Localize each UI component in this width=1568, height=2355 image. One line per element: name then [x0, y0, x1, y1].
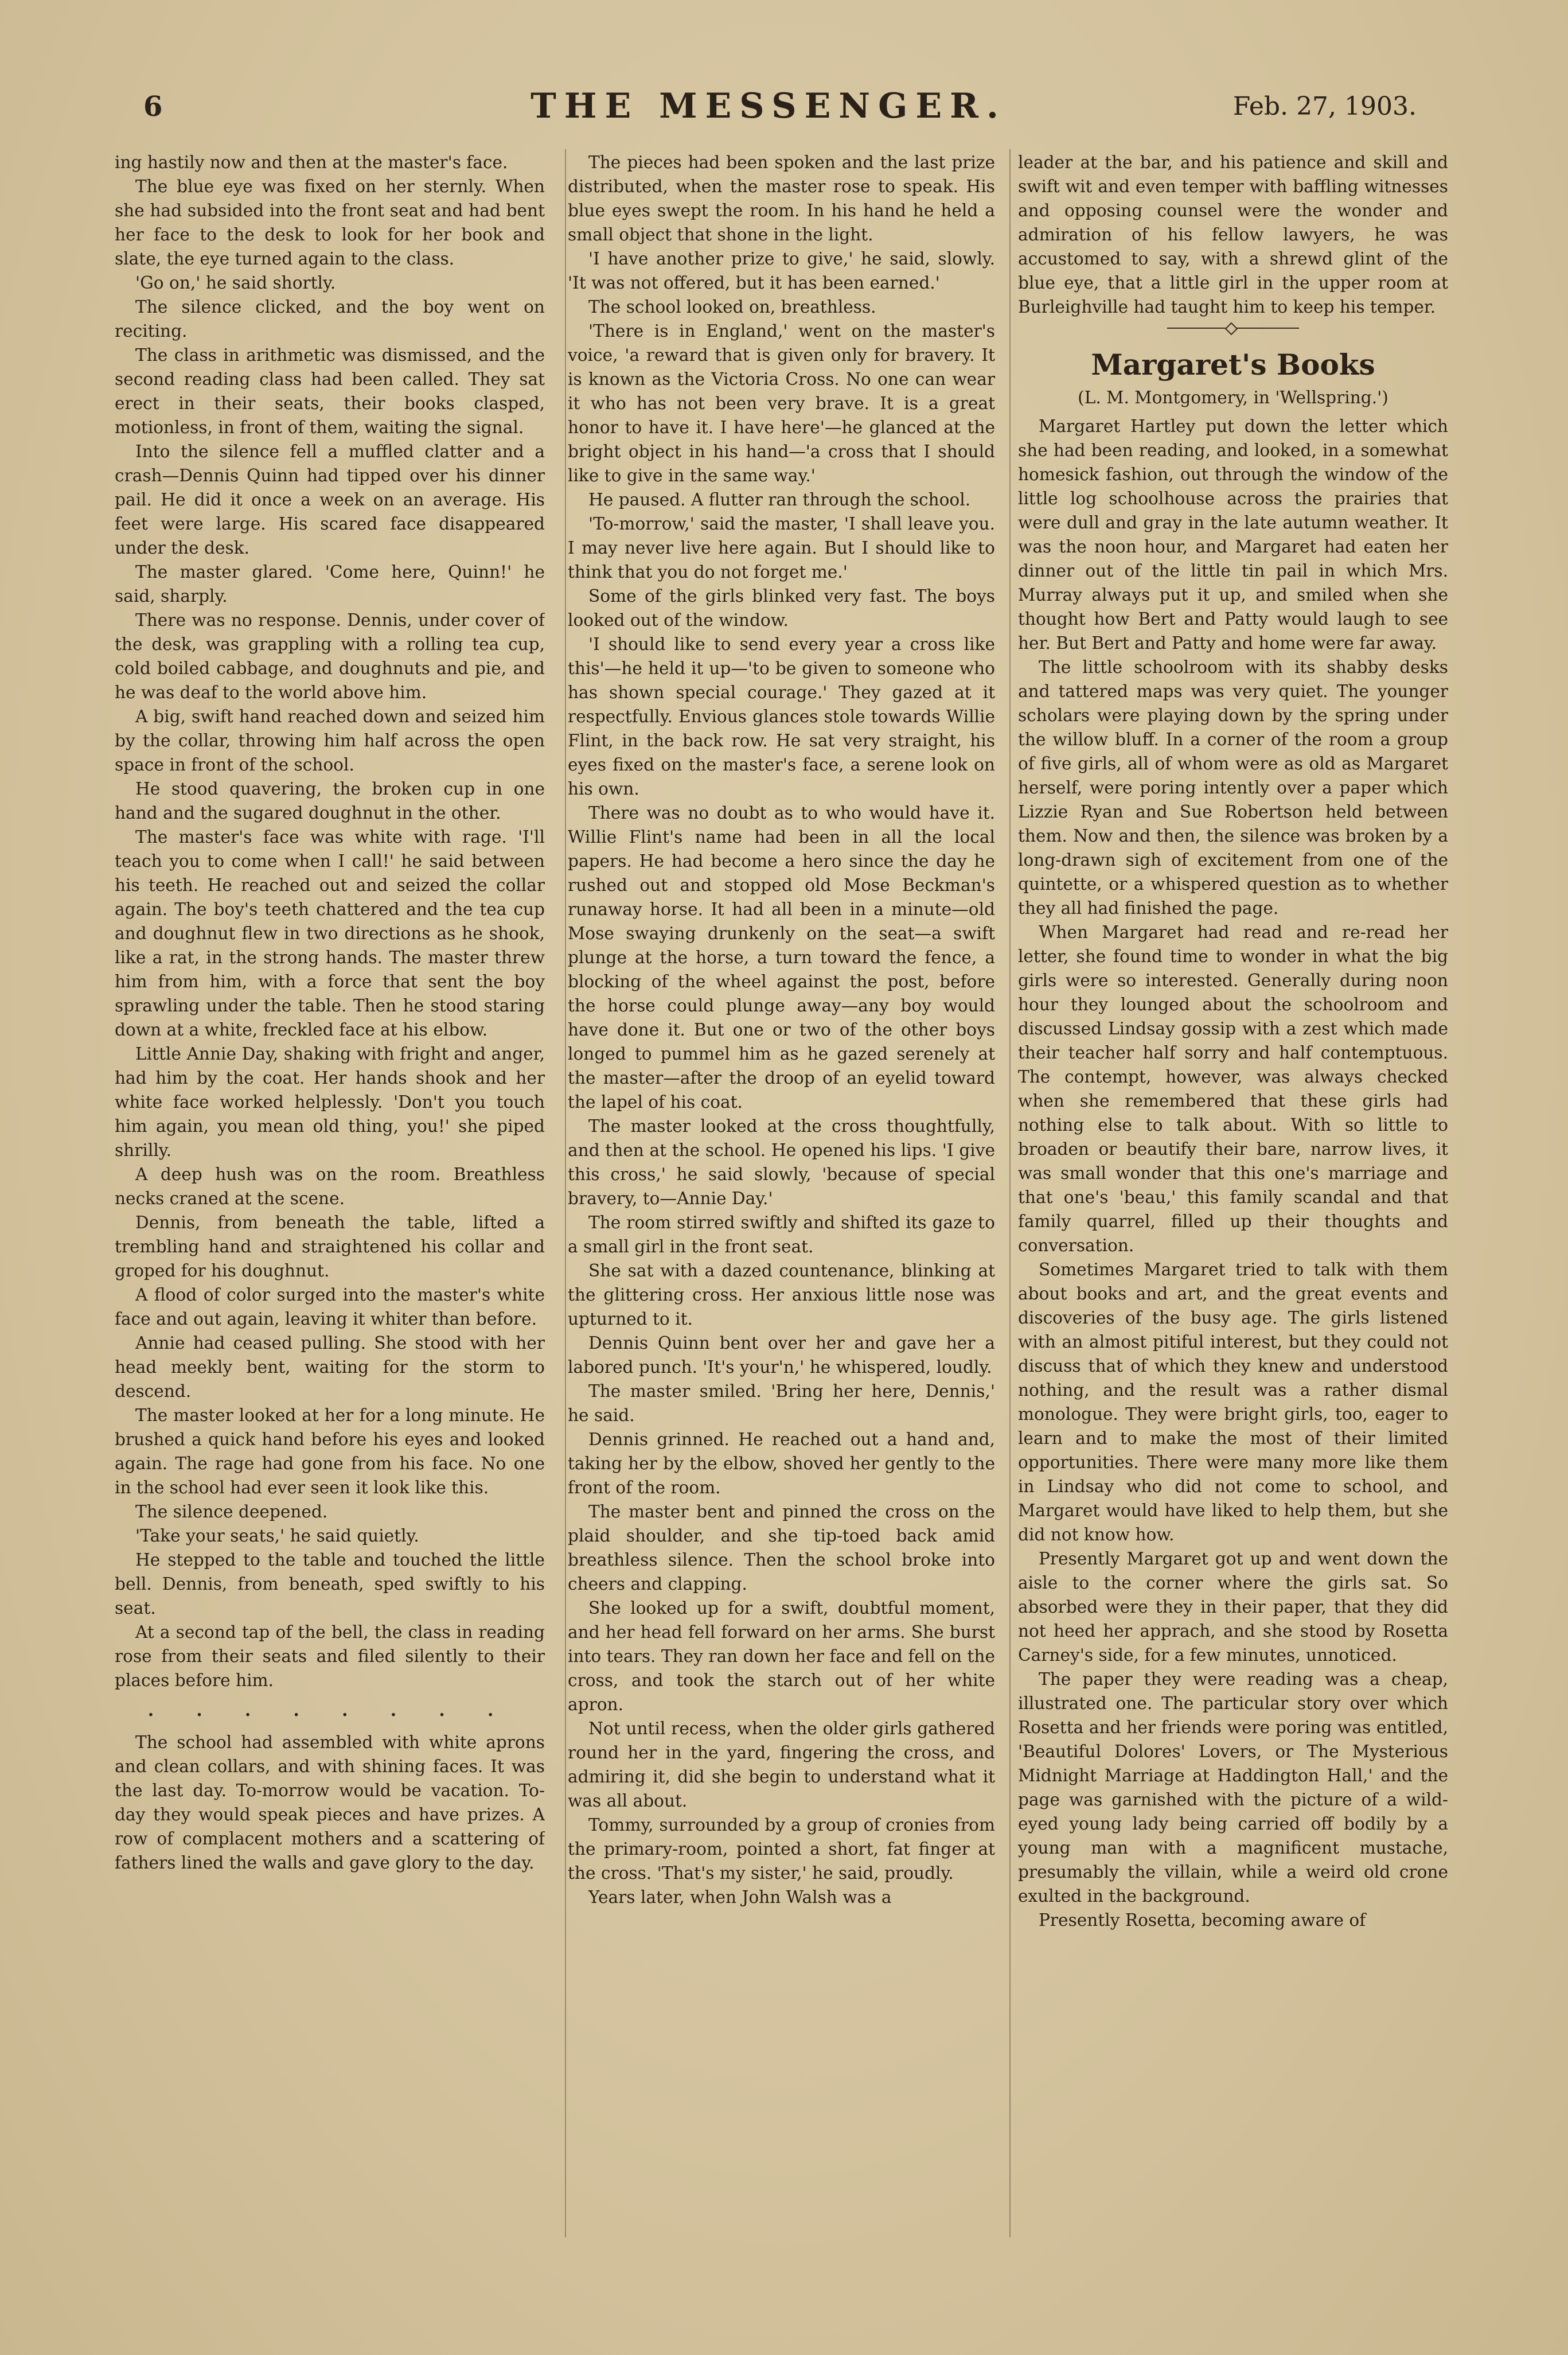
- paragraph: Presently Margaret got up and went down the aisle to the corner where the girls sat. So absorbed were they in their paper, that they did not heed her apprach, and she stood by Rosetta Carney's side, for a few minutes, unnoticed.: [1018, 1549, 1448, 1665]
- paragraph: There was no doubt as to who would have it. Willie Flint's name had been in all the local papers. He had become a hero since the day he rushed out and stopped old Mose Beckman's runaway horse. It had all been in a minute—old Mose swaying drunkenly on the seat—a swift plunge at the horse, a turn toward the fence, a blocking of the wheel against the post, before the horse could plunge away—any boy would have done it. But one or two of the other boys longed to pummel him as he gazed serenely at the master—after the droop of an eyelid toward the lapel of his coat.: [568, 803, 995, 1112]
- paragraph: The master's face was white with rage. 'I'll teach you to come when I call!' he said between his teeth. He reached out and seized the collar again. The boy's teeth chattered and the tea cup and doughnut flew in two directions as he shook, like a rat, in the strong hands. The master threw him from him, with a force that sent the boy sprawling under the table. Then he stood staring down at a white, freckled face at his elbow.: [115, 827, 545, 1040]
- paragraph: The master bent and pinned the cross on the plaid shoulder, and she tip-toed back amid breathless silence. Then the school broke into cheers and clapping.: [568, 1502, 995, 1594]
- paragraph: A deep hush was on the room. Breathless necks craned at the scene.: [115, 1165, 545, 1208]
- masthead-title: THE MESSENGER.: [531, 86, 1007, 126]
- paragraph: When Margaret had read and re-read her letter, she found time to wonder in what the big girls were so interested. Generally during noon hour they lounged about the schoolroom and discussed Lindsay gossip with a zest which made their teacher half sorry and half contemptuous. The contempt, however, was always checked when she remembered that these girls had nothing else to talk about. With so little to broaden or beautify their bare, narrow lives, it was small wonder that this one's marriage and that one's 'beau,' this family scandal and that family quarrel, filled up their thoughts and conversation.: [1018, 922, 1448, 1255]
- article-title: Margaret's Books: [1091, 348, 1375, 382]
- paragraph: At a second tap of the bell, the class in reading rose from their seats and filed silently to their places before him.: [115, 1622, 545, 1690]
- paragraph: A flood of color surged into the master's white face and out again, leaving it whiter than before.: [115, 1285, 545, 1329]
- paragraph: Dennis Quinn bent over her and gave her a labored punch. 'It's your'n,' he whispered, loudly.: [568, 1333, 995, 1377]
- paragraph: There was no response. Dennis, under cover of the desk, was grappling with a rolling tea cup, cold boiled cabbage, and doughnuts and pie, and he was deaf to the world above him.: [115, 610, 545, 702]
- paragraph: Little Annie Day, shaking with fright and anger, had him by the coat. Her hands shook and her white face worked helplessly. 'Don't you touch him again, you mean old thing, you!' she piped shrilly.: [115, 1044, 545, 1160]
- paragraph: 'Go on,' he said shortly.: [135, 273, 336, 293]
- issue-date: Feb. 27, 1903.: [1232, 92, 1417, 121]
- paragraph: The silence deepened.: [135, 1502, 328, 1521]
- column-rule: [565, 149, 566, 2237]
- paragraph: Into the silence fell a muffled clatter and a crash—Dennis Quinn had tipped over his dinner pail. He did it once a week on an average. His feet were large. His scared face disappeared under the desk.: [115, 442, 545, 558]
- section-separator: . . . . . . . .: [147, 1700, 512, 1720]
- paragraph: Sometimes Margaret tried to talk with them about books and art, and the great events and discoveries of the busy age. The girls listened with an almost pitiful interest, but they could not discuss that of which they knew and understood nothing, and the result was a rather dismal monologue. They were bright girls, too, eager to learn and to make the most of their limited opportunities. There were many more like them in Lindsay who did not come to school, and Margaret would have liked to help them, but she did not know how.: [1018, 1260, 1448, 1544]
- paragraph: leader at the bar, and his patience and skill and swift wit and even temper with baffling witnesses and opposing counsel were the wonder and admiration of his fellow lawyers, he was accustomed to say, with a shrewd glint of the blue eye, that a little girl in the upper room at Burleighville had taught him to keep his temper.: [1018, 153, 1448, 317]
- paragraph: The school had assembled with white aprons and clean collars, and with shining faces. It was the last day. To-morrow would be vacation. To-day they would speak pieces and have prizes. A row of complacent mothers and a scattering of fathers lined the walls and gave glory to the day.: [115, 1733, 545, 1873]
- page-header: [109, 86, 1428, 138]
- paragraph: The blue eye was fixed on her sternly. When she had subsided into the front seat and had bent her face to the desk to look for her book and slate, the eye turned again to the class.: [115, 177, 545, 268]
- paragraph: She looked up for a swift, doubtful moment, and her head fell forward on her arms. She burst into tears. They ran down her face and fell on the cross, and took the starch out of her white apron.: [568, 1598, 995, 1714]
- paragraph: The little schoolroom with its shabby desks and tattered maps was very quiet. The younger scholars were playing down by the spring under the willow bluff. In a corner of the room a group of five girls, all of whom were as old as Margaret herself, were poring intently over a paper which Lizzie Ryan and Sue Robertson held between them. Now and then, the silence was broken by a long-drawn sigh of excitement from one of the quintette, or a whispered question as to whether they all had finished the page.: [1018, 657, 1448, 918]
- paragraph: The class in arithmetic was dismissed, and the second reading class had been called. They sat erect in their seats, their books clasped, motionless, in front of them, waiting the signal.: [115, 345, 545, 437]
- paragraph: The master smiled. 'Bring her here, Dennis,' he said.: [568, 1381, 995, 1425]
- paragraph: Dennis grinned. He reached out a hand and, taking her by the elbow, shoved her gently to the front of the room.: [568, 1430, 995, 1497]
- paragraph: 'I should like to send every year a cross like this'—he held it up—'to be given to someone who has shown special courage.' They gazed at it respectfully. Envious glances stole towards Willie Flint, in the back row. He sat very straight, his eyes fixed on the master's face, a serene look on his own.: [568, 635, 995, 799]
- paragraph: The pieces had been spoken and the last prize distributed, when the master rose to speak. His blue eyes swept the room. In his hand he held a small object that shone in the light.: [568, 153, 995, 244]
- paragraph: Some of the girls blinked very fast. The boys looked out of the window.: [568, 586, 995, 630]
- paragraph: Tommy, surrounded by a group of cronies from the primary-room, pointed a short, fat finger at the cross. 'That's my sister,' he said, proudly.: [568, 1815, 995, 1883]
- page-number: 6: [143, 91, 163, 123]
- paragraph: The master looked at her for a long minute. He brushed a quick hand before his eyes and looked again. The rage had gone from his face. No one in the school had ever seen it look like this.: [115, 1406, 545, 1497]
- paragraph: The school looked on, breathless.: [588, 297, 876, 317]
- paragraph: The master glared. 'Come here, Quinn!' he said, sharply.: [115, 562, 545, 606]
- column-2: [568, 150, 995, 2239]
- paragraph: The silence clicked, and the boy went on reciting.: [115, 297, 545, 341]
- column-1: [115, 150, 545, 2239]
- article-byline: (L. M. Montgomery, in 'Wellspring.'): [1078, 388, 1388, 407]
- article-divider: [1167, 324, 1299, 333]
- paragraph: The room stirred swiftly and shifted its gaze to a small girl in the front seat.: [568, 1213, 995, 1256]
- paragraph: 'There is in England,' went on the master's voice, 'a reward that is given only for bravery. It is known as the Victoria Cross. No one can wear it who has not been very brave. It is a great honor to have it. I have here'—he glanced at the bright object in his hand—'a cross that I should like to give in the same way.': [568, 321, 995, 485]
- column-rule: [1009, 149, 1011, 2237]
- paragraph: He stepped to the table and touched the little bell. Dennis, from beneath, sped swiftly to his seat.: [115, 1550, 545, 1618]
- paragraph: Margaret Hartley put down the letter which she had been reading, and looked, in a somewhat homesick fashion, out through the window of the little log schoolhouse across the prairies that were dull and gray in the late autumn weather. It was the noon hour, and Margaret had eaten her dinner out of the little tin pail in which Mrs. Murray always put it up, and smiled when she thought how Bert and Patty would laugh to see her. But Bert and Patty and home were far away.: [1018, 416, 1448, 653]
- paragraph: 'I have another prize to give,' he said, slowly. 'It was not offered, but it has been earned.': [568, 249, 995, 293]
- paragraph: Annie had ceased pulling. She stood with her head meekly bent, waiting for the storm to descend.: [115, 1333, 545, 1401]
- paragraph: He paused. A flutter ran through the school.: [588, 490, 971, 509]
- paragraph: Presently Rosetta, becoming aware of: [1039, 1910, 1366, 1930]
- paragraph: The paper they were reading was a cheap, illustrated one. The particular story over which Rosetta and her friends were poring was entitled, 'Beautiful Dolores' Lovers, or The Mysterious Midnight Marriage at Haddington Hall,' and the page was garnished with the picture of a wild-eyed young lady being carried off bodily by a young man with a magnificent mustache, presumably the villain, while a weird old crone exulted in the background.: [1018, 1669, 1448, 1906]
- column-3: [1018, 150, 1448, 2239]
- paragraph: 'Take your seats,' he said quietly.: [135, 1526, 419, 1546]
- paragraph: He stood quavering, the broken cup in one hand and the sugared doughnut in the other.: [115, 779, 545, 823]
- paragraph: A big, swift hand reached down and seized him by the collar, throwing him half across the open space in front of the school.: [115, 707, 545, 774]
- paragraph: Years later, when John Walsh was a: [588, 1887, 892, 1907]
- paragraph: Dennis, from beneath the table, lifted a trembling hand and straightened his collar and groped for his doughnut.: [115, 1213, 545, 1280]
- paragraph: The master looked at the cross thoughtfully, and then at the school. He opened his lips. 'I give this cross,' he said slowly, 'because of special bravery, to—Annie Day.': [568, 1116, 995, 1208]
- paragraph: 'To-morrow,' said the master, 'I shall leave you. I may never live here again. But I should like to think that you do not forget me.': [568, 514, 995, 582]
- paragraph: ing hastily now and then at the master's face.: [115, 153, 508, 172]
- paragraph: She sat with a dazed countenance, blinking at the glittering cross. Her anxious little nose was upturned to it.: [568, 1261, 995, 1329]
- paragraph: Not until recess, when the older girls gathered round her in the yard, fingering the cross, and admiring it, did she begin to understand what it was all about.: [568, 1719, 995, 1811]
